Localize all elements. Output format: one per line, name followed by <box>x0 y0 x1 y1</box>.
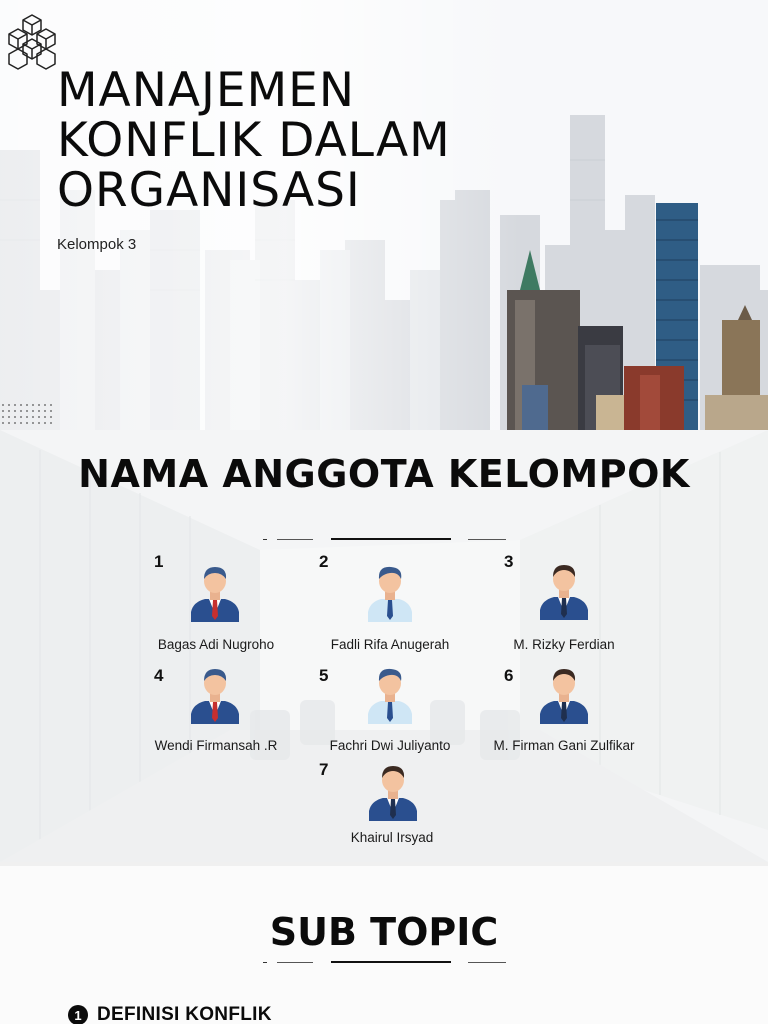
group-subtitle: Kelompok 3 <box>57 236 137 253</box>
members-heading: NAMA ANGGOTA KELOMPOK <box>78 452 690 496</box>
businessman-avatar-icon <box>189 666 241 724</box>
heading-divider-right <box>468 539 506 540</box>
member-name: Fachri Dwi Juliyanto <box>329 738 451 753</box>
member-number: 6 <box>504 666 514 685</box>
cover-slide <box>0 0 768 430</box>
subtopic-number-badge: 1 <box>68 1005 88 1024</box>
subtopic-heading: SUB TOPIC <box>269 910 499 954</box>
heading-divider-left <box>263 539 267 540</box>
title-line: MANAJEMEN <box>57 63 355 118</box>
presentation-title <box>57 63 577 218</box>
member-name: M. Rizky Ferdian <box>513 637 615 652</box>
subtopic-slide <box>0 862 768 1024</box>
businessman-dark-hair-avatar-icon <box>538 562 590 620</box>
member-number: 1 <box>154 552 164 571</box>
subtopic-divider-center <box>331 961 451 963</box>
subtopic-item <box>68 1003 272 1024</box>
subtopic-divider-left <box>263 962 267 963</box>
member-name: Khairul Irsyad <box>350 830 434 845</box>
heading-divider-center <box>331 538 451 540</box>
subtopic-divider-right <box>468 962 506 963</box>
dot-pattern-decoration <box>0 402 56 428</box>
man-light-shirt-avatar-icon <box>364 564 416 622</box>
member-name: Wendi Firmansah .R <box>154 738 278 753</box>
businessman-dark-hair-avatar-icon <box>367 763 419 821</box>
member-number: 7 <box>319 760 329 779</box>
member-name: Bagas Adi Nugroho <box>157 637 275 652</box>
member-number: 5 <box>319 666 329 685</box>
member-name: Fadli Rifa Anugerah <box>330 637 450 652</box>
subtopic-label: DEFINISI KONFLIK <box>97 1004 272 1024</box>
businessman-avatar-icon <box>189 564 241 622</box>
member-number: 4 <box>154 666 164 685</box>
title-line: KONFLIK DALAM <box>57 113 451 168</box>
member-number: 2 <box>319 552 329 571</box>
member-number: 3 <box>504 552 514 571</box>
cubes-logo-icon <box>4 12 60 72</box>
man-light-shirt-avatar-icon <box>364 666 416 724</box>
subtopic-divider-left-2 <box>277 962 313 963</box>
member-name: M. Firman Gani Zulfikar <box>493 738 635 753</box>
businessman-dark-hair-avatar-icon <box>538 666 590 724</box>
heading-divider-left-2 <box>277 539 313 540</box>
title-line: ORGANISASI <box>57 163 361 218</box>
members-slide <box>0 430 768 862</box>
